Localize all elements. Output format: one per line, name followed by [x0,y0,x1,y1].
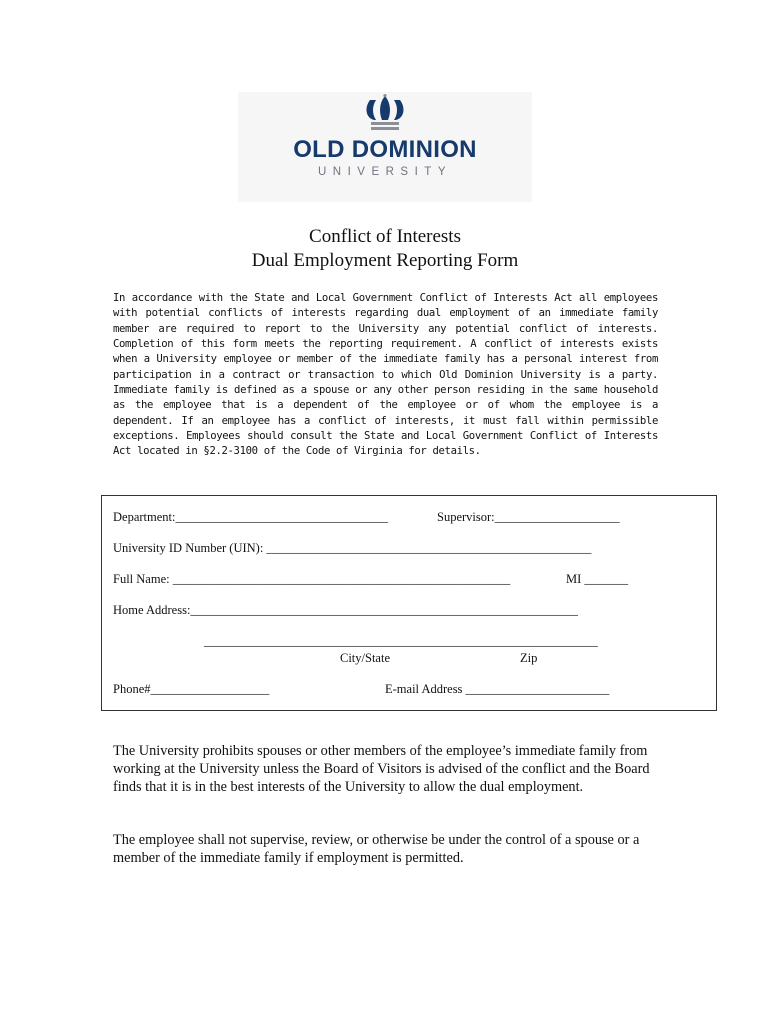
email-field[interactable]: E-mail Address _______________________ [385,682,610,696]
city-state-label: City/State [340,651,390,665]
form-title: Conflict of Interests [309,226,461,247]
full-name-field[interactable]: Full Name: ______________________________________________________ [113,572,511,586]
prohibition-paragraph: The University prohibits spouses or other members of the employee’s immediate family from working at the University unless the Board of Visitors is advised of the conflict and the Board finds that it is in the best interests of the University to allow the dual employment. [113,743,650,795]
logo-subtitle: UNIVERSITY [317,166,452,178]
crown-icon [362,94,408,134]
supervisor-field[interactable]: Supervisor:____________________ [437,510,620,524]
logo-wordmark: OLD DOMINION [293,136,477,163]
department-field[interactable]: Department:__________________________________ [113,510,388,524]
form-subtitle: Dual Employment Reporting Form [251,250,519,271]
university-logo [238,92,532,202]
supervision-paragraph: The employee shall not supervise, review, or otherwise be under the control of a spouse or a member of the immediate family if employment is permitted. [113,832,640,866]
phone-field[interactable]: Phone#___________________ [113,682,270,696]
uin-field[interactable]: University ID Number (UIN): ____________________________________________________ [113,541,592,555]
home-address-field[interactable]: Home Address:______________________________________________________________ [113,603,578,617]
intro-paragraph: In accordance with the State and Local Government Conflict of Interests Act all employees with potential conflicts of interests regarding dual employment of an immediate family member are required to report to the University any potential conflict of interests. Completion of this form meets the reporting requirement. A conflict of interests exists when a University employee or member of the immediate family has a personal interest from participation in a contract or transaction to which Old Dominion University is a party. Immediate family is defined as a spouse or any other person residing in the same household as the employee that is a dependent of the employee or of whom the employee is a dependent. If an employee has a conflict of interests, it must fall within permissible exceptions. Employees should consult the State and Local Government Conflict of Interests Act located in §2.2-3100 of the Code of Virginia for details. [113,292,658,458]
employee-info-box [101,495,717,711]
middle-initial-field[interactable]: MI _______ [566,572,629,586]
address-line2-field[interactable]: _______________________________________________________________ [204,634,598,648]
zip-label: Zip [520,651,538,665]
